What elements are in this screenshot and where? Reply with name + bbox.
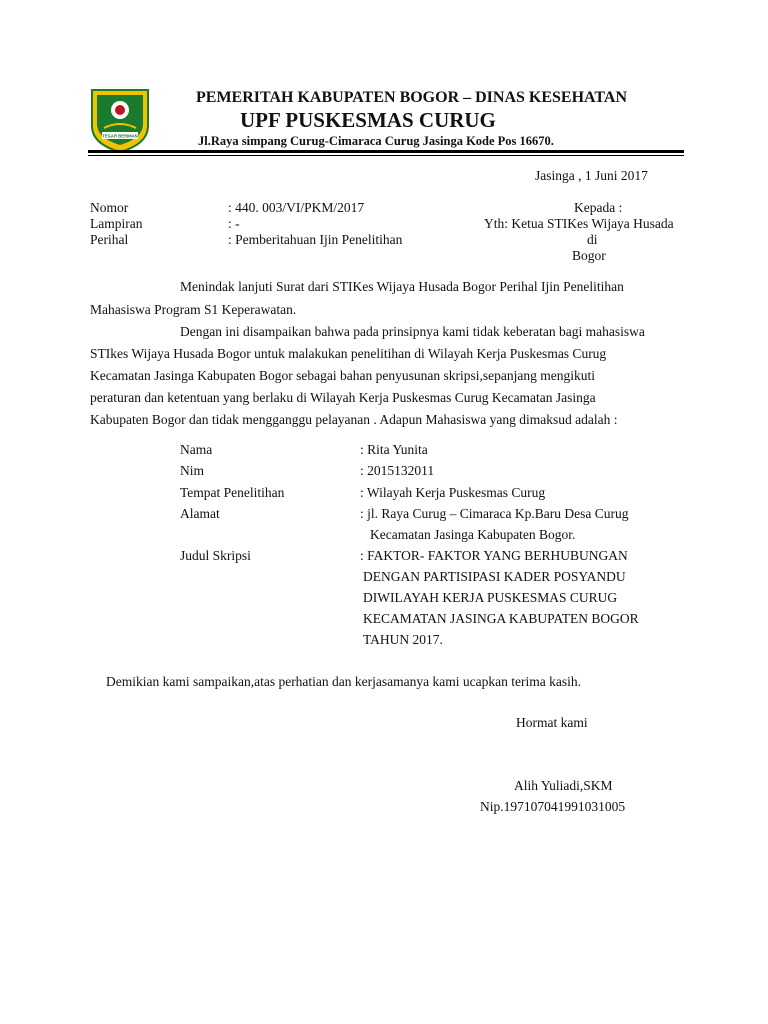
recipient-name: Yth: Ketua STIKes Wijaya Husada xyxy=(484,216,674,231)
body-p2-line3: Kecamatan Jasinga Kabupaten Bogor sebagai bahan penyusunan skripsi,sepanjang mengikuti xyxy=(90,368,595,383)
student-value-tempat: : Wilayah Kerja Puskesmas Curug xyxy=(360,485,546,500)
date-line: Jasinga , 1 Juni 2017 xyxy=(535,168,648,183)
student-value-judul-line4: KECAMATAN JASINGA KABUPATEN BOGOR xyxy=(363,611,639,626)
student-label-tempat: Tempat Penelitihan xyxy=(180,485,285,500)
student-value-nama: : Rita Yunita xyxy=(360,442,428,457)
meta-value-nomor: : 440. 003/VI/PKM/2017 xyxy=(228,200,365,215)
recipient-di: di xyxy=(587,232,598,247)
student-label-nim: Nim xyxy=(180,463,205,478)
closing-sentence: Demikian kami sampaikan,atas perhatian dan kerjasamanya kami ucapkan terima kasih. xyxy=(106,674,581,689)
letterhead-agency: PEMERITAH KABUPATEN BOGOR – DINAS KESEHATAN xyxy=(196,89,628,106)
meta-value-perihal: : Pemberitahuan Ijin Penelitihan xyxy=(228,232,403,247)
student-value-judul-line3: DIWILAYAH KERJA PUSKESMAS CURUG xyxy=(363,590,618,605)
student-value-judul-line1: : FAKTOR- FAKTOR YANG BERHUBUNGAN xyxy=(360,548,628,563)
student-value-alamat-line2: Kecamatan Jasinga Kabupaten Bogor. xyxy=(370,527,576,542)
student-value-nim: : 2015132011 xyxy=(360,463,435,478)
student-label-alamat: Alamat xyxy=(180,506,220,521)
student-label-judul: Judul Skripsi xyxy=(180,548,251,563)
meta-label-nomor: Nomor xyxy=(90,200,129,215)
student-value-alamat-line1: : jl. Raya Curug – Cimaraca Kp.Baru Desa Curug xyxy=(360,506,629,521)
letterhead-rule-thick xyxy=(88,150,684,153)
body-p1-line2: Mahasiswa Program S1 Keperawatan. xyxy=(90,302,297,317)
letterhead-address: Jl.Raya simpang Curug-Cimaraca Curug Jasinga Kode Pos 16670. xyxy=(198,134,554,148)
body-p2-line2: STIkes Wijaya Husada Bogor untuk malakukan penelitihan di Wilayah Kerja Puskesmas Curug xyxy=(90,346,607,361)
signature-greeting: Hormat kami xyxy=(516,715,588,730)
meta-value-lampiran: : - xyxy=(228,216,240,231)
signature-nip: Nip.197107041991031005 xyxy=(480,799,626,814)
body-p2-line1: Dengan ini disampaikan bahwa pada prinsipnya kami tidak keberatan bagi mahasiswa xyxy=(180,324,645,339)
body-p2-line4: peraturan dan ketentuan yang berlaku di Wilayah Kerja Puskesmas Curug Kecamatan Jasinga xyxy=(90,390,596,405)
meta-label-lampiran: Lampiran xyxy=(90,216,143,231)
student-value-judul-line5: TAHUN 2017. xyxy=(363,632,443,647)
bogor-regency-logo xyxy=(88,86,152,154)
signature-name: Alih Yuliadi,SKM xyxy=(514,778,613,793)
meta-label-perihal: Perihal xyxy=(90,232,129,247)
body-p1-line1: Menindak lanjuti Surat dari STIKes Wijaya Husada Bogor Perihal Ijin Penelitihan xyxy=(180,279,624,294)
student-value-judul-line2: DENGAN PARTISIPASI KADER POSYANDU xyxy=(363,569,626,584)
student-label-nama: Nama xyxy=(180,442,213,457)
body-p2-line5: Kabupaten Bogor dan tidak mengganggu pelayanan . Adapun Mahasiswa yang dimaksud adalah : xyxy=(90,412,618,427)
letterhead-rule-thin xyxy=(88,155,684,156)
recipient-kepada: Kepada : xyxy=(574,200,623,215)
recipient-city: Bogor xyxy=(572,248,606,263)
letterhead-title: UPF PUSKESMAS CURUG xyxy=(240,108,496,132)
logo-motto: TEGAR BERIMAN xyxy=(102,133,138,139)
